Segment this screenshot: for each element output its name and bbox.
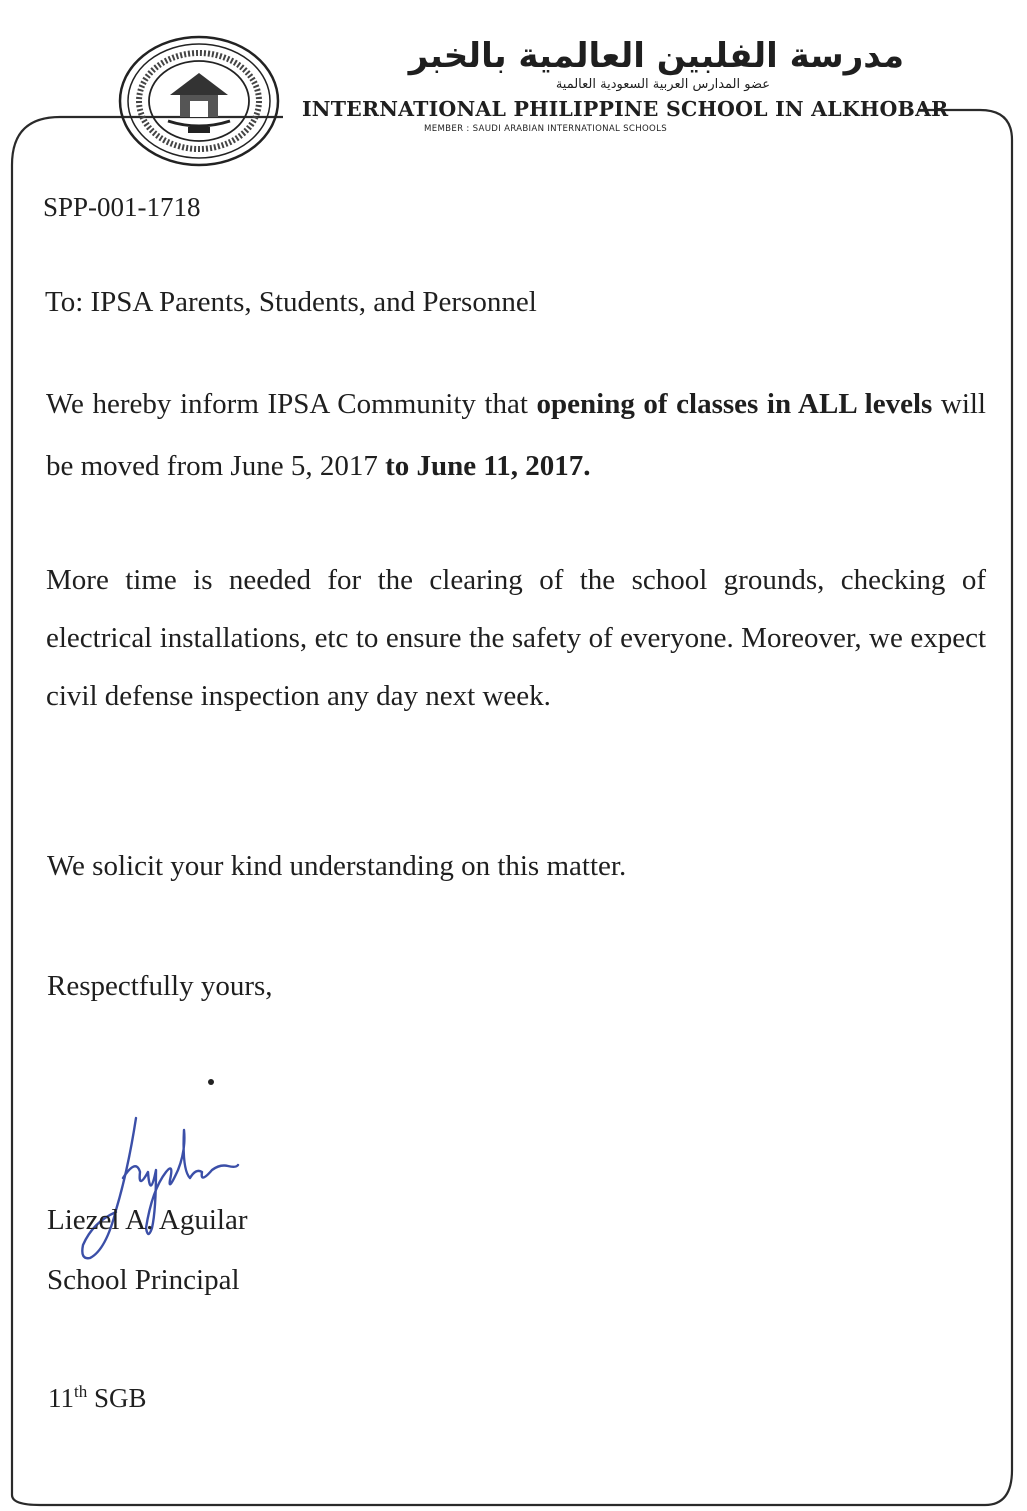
english-member-line: MEMBER : SAUDI ARABIAN INTERNATIONAL SCHOOLS [424, 124, 667, 134]
announcement-emphasis: opening of classes in ALL levels [536, 388, 933, 420]
new-date-emphasis: to June 11, 2017. [385, 450, 591, 482]
announcement-text-mid: will be moved from June 5, 2017 [46, 388, 986, 482]
footer-number: 11 [48, 1383, 74, 1413]
announcement-text: We hereby inform IPSA Community that [46, 388, 537, 420]
reason-paragraph: More time is needed for the clearing of the school grounds, checking of electrical installations, etc to ensure the safety of everyone. Moreover, we expect civil defense inspection any day next week. [46, 564, 986, 712]
understanding-paragraph: We solicit your kind understanding on this matter. [47, 850, 627, 882]
closing-line: Respectfully yours, [47, 970, 273, 1002]
signer-name: Liezel A. Aguilar [47, 1204, 248, 1236]
arabic-member-line: عضو المدارس العربية السعودية العالمية [555, 77, 770, 92]
school-seal-icon [118, 35, 280, 167]
reference-number: SPP-001-1718 [43, 192, 201, 222]
arabic-school-name: مدرسة الفلبين العالمية بالخبر [408, 36, 904, 76]
recipient-line: To: IPSA Parents, Students, and Personnel [45, 286, 537, 318]
ink-dot [208, 1079, 214, 1085]
footer-suffix: SGB [87, 1383, 147, 1413]
footer-ordinal: th [74, 1382, 88, 1401]
signer-title: School Principal [47, 1264, 240, 1296]
footer-code [48, 1382, 147, 1414]
announcement-paragraph [46, 373, 986, 497]
english-school-name: INTERNATIONAL PHILIPPINE SCHOOL IN ALKHOBAR [302, 97, 949, 121]
signature-icon [78, 1110, 253, 1265]
